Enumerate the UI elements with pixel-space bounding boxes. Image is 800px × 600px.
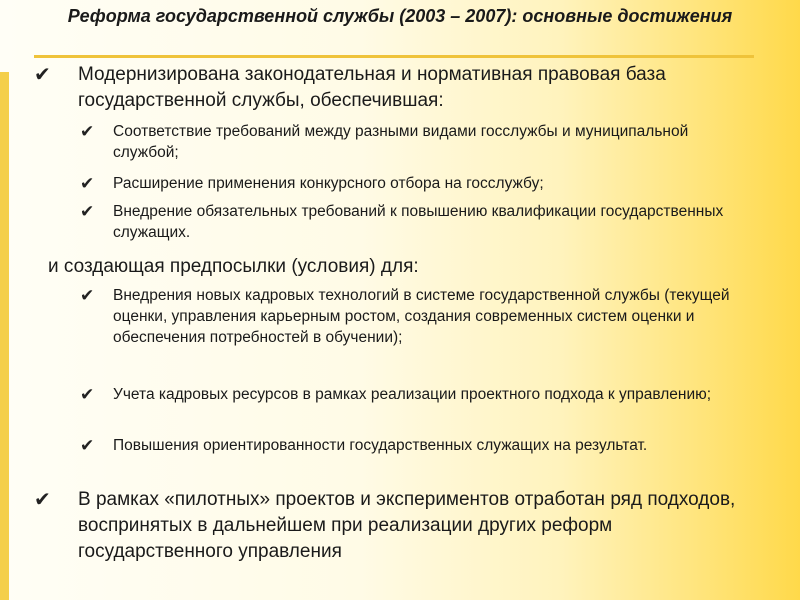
sub-bullet-item bbox=[80, 121, 743, 163]
sub-bullet-item bbox=[80, 173, 743, 194]
slide-title: Реформа государственной службы (2003 – 2007): основные достижения bbox=[67, 6, 733, 26]
intro-line bbox=[48, 254, 728, 280]
sub-bullet-item bbox=[80, 435, 743, 456]
sub-bullet-item bbox=[80, 285, 743, 348]
bullet-text: Модернизирована законодательная и нормативная правовая база государственной службы, обеспечившая: bbox=[78, 64, 666, 111]
intro-text: и создающая предпосылки (условия) для: bbox=[48, 256, 419, 277]
checkmark-icon: ✔ bbox=[80, 286, 95, 306]
bullet-item bbox=[34, 62, 728, 114]
sub-bullet-item bbox=[80, 201, 743, 243]
sub-bullet-text: Внедрения новых кадровых технологий в системе государственной службы (текущей оценки, управления карьерным ростом, создания современных систем оценки и обеспечения потребностей в обучении); bbox=[113, 287, 730, 346]
sub-bullet-item bbox=[80, 384, 748, 405]
sub-bullet-text: Учета кадровых ресурсов в рамках реализации проектного подхода к управлению; bbox=[113, 386, 712, 403]
checkmark-icon: ✔ bbox=[80, 202, 95, 222]
checkmark-icon: ✔ bbox=[80, 174, 95, 194]
sub-bullet-text: Внедрение обязательных требований к повышению квалификации государственных служащих. bbox=[113, 203, 724, 241]
sub-bullet-text: Повышения ориентированности государственных служащих на результат. bbox=[113, 437, 648, 454]
checkmark-icon: ✔ bbox=[80, 385, 95, 405]
sub-bullet-text: Расширение применения конкурсного отбора на госслужбу; bbox=[113, 175, 544, 192]
sub-bullet-text: Соответствие требований между разными видами госслужбы и муниципальной службой; bbox=[113, 123, 689, 161]
checkmark-icon: ✔ bbox=[34, 62, 51, 86]
title-underline bbox=[34, 55, 754, 58]
checkmark-icon: ✔ bbox=[80, 122, 95, 142]
checkmark-icon: ✔ bbox=[80, 436, 95, 456]
checkmark-icon: ✔ bbox=[34, 487, 51, 511]
left-accent-bar bbox=[0, 72, 9, 600]
bullet-item bbox=[34, 487, 753, 565]
bullet-text: В рамках «пилотных» проектов и экспериментов отработан ряд подходов, воспринятых в дальнейшем при реализации других реформ государственного управления bbox=[78, 489, 736, 562]
